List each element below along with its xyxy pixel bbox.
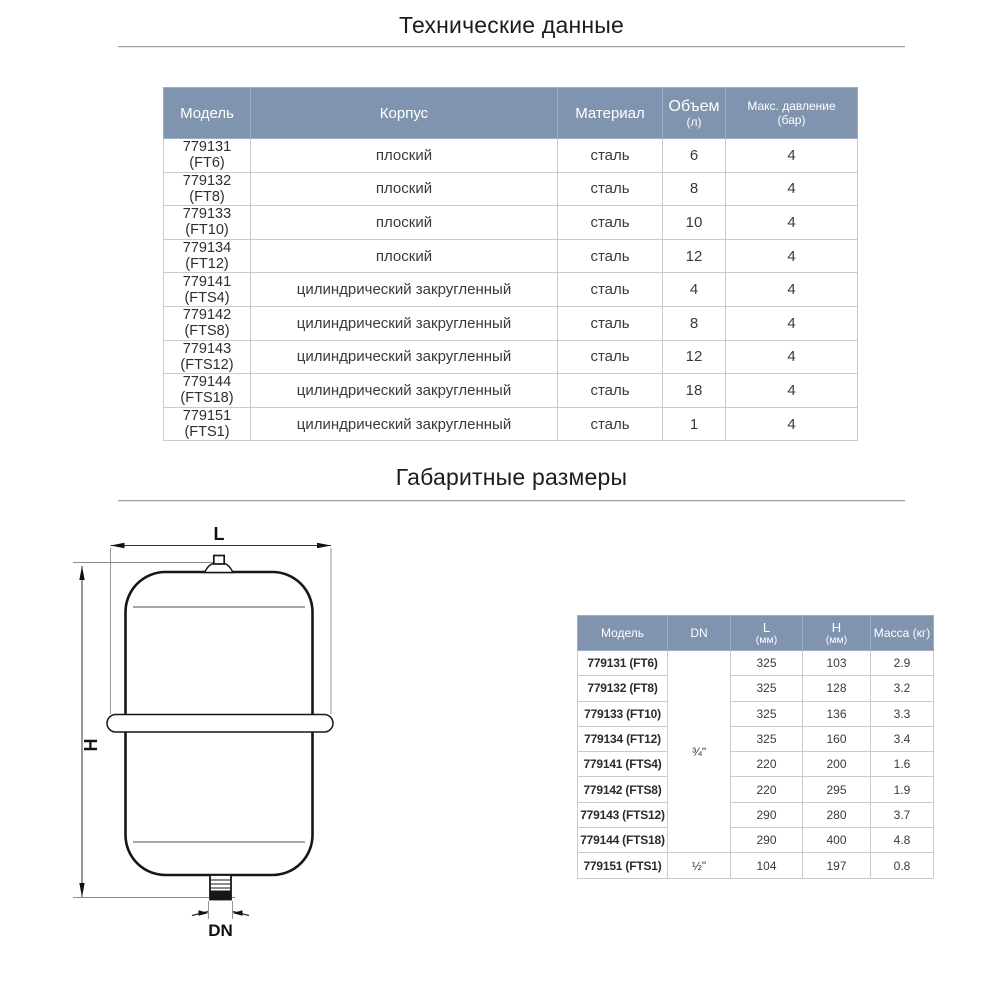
cell-h: 128 — [803, 676, 871, 701]
cell-h: 136 — [803, 701, 871, 726]
cell-l: 325 — [731, 701, 803, 726]
cell-h: 160 — [803, 726, 871, 751]
table-row — [164, 206, 858, 240]
cell-mass: 4.8 — [871, 828, 934, 853]
cell-model: 779142 (FTS8) — [164, 306, 251, 340]
col-header-model: Модель — [578, 616, 668, 651]
cell-volume: 6 — [663, 139, 726, 173]
cell-model: 779131 (FT6) — [578, 651, 668, 676]
cell-h: 200 — [803, 752, 871, 777]
col-header-body: Корпус — [251, 88, 558, 139]
cell-mass: 1.6 — [871, 752, 934, 777]
cell-mass: 3.7 — [871, 802, 934, 827]
cell-model: 779131 (FT6) — [164, 139, 251, 173]
col-header-pressure: Макс. давление (бар) — [726, 88, 858, 139]
cell-model: 779133 (FT10) — [164, 206, 251, 240]
table-row — [164, 340, 858, 374]
tank-body — [107, 556, 333, 900]
table-row — [164, 239, 858, 273]
cell-volume: 4 — [663, 273, 726, 307]
cell-pressure: 4 — [726, 340, 858, 374]
table-row — [164, 139, 858, 173]
cell-body: цилиндрический закругленный — [251, 340, 558, 374]
cell-material: сталь — [558, 239, 663, 273]
cell-model: 779144 (FTS18) — [164, 374, 251, 408]
cell-pressure: 4 — [726, 306, 858, 340]
cell-l: 290 — [731, 802, 803, 827]
cell-pressure: 4 — [726, 139, 858, 173]
col-header-volume: Объем (л) — [663, 88, 726, 139]
cell-material: сталь — [558, 172, 663, 206]
cell-body: цилиндрический закругленный — [251, 374, 558, 408]
cell-h: 280 — [803, 802, 871, 827]
dn-dimension-label: DN — [208, 921, 233, 940]
cell-mass: 1.9 — [871, 777, 934, 802]
table-header-row — [578, 616, 934, 651]
cell-volume: 12 — [663, 239, 726, 273]
dims-section-divider — [118, 500, 905, 501]
cell-body: цилиндрический закругленный — [251, 273, 558, 307]
cell-volume: 18 — [663, 374, 726, 408]
table-row — [578, 726, 934, 751]
cell-material: сталь — [558, 374, 663, 408]
col-header-mass: Масса (кг) — [871, 616, 934, 651]
cell-body: плоский — [251, 172, 558, 206]
table-row — [578, 777, 934, 802]
cell-mass: 3.3 — [871, 701, 934, 726]
cell-pressure: 4 — [726, 407, 858, 441]
cell-model: 779133 (FT10) — [578, 701, 668, 726]
table-row — [578, 802, 934, 827]
cell-l: 104 — [731, 853, 803, 878]
cell-h: 295 — [803, 777, 871, 802]
cell-pressure: 4 — [726, 172, 858, 206]
cell-volume: 8 — [663, 306, 726, 340]
cell-model: 779134 (FT12) — [578, 726, 668, 751]
col-header-model: Модель — [164, 88, 251, 139]
cell-l: 325 — [731, 676, 803, 701]
cell-pressure: 4 — [726, 374, 858, 408]
cell-model: 779132 (FT8) — [578, 676, 668, 701]
cell-body: плоский — [251, 139, 558, 173]
l-dimension-label: L — [213, 524, 225, 544]
cell-volume: 1 — [663, 407, 726, 441]
cell-material: сталь — [558, 306, 663, 340]
cell-body: плоский — [251, 206, 558, 240]
cell-volume: 10 — [663, 206, 726, 240]
cell-h: 103 — [803, 651, 871, 676]
cell-body: плоский — [251, 239, 558, 273]
cell-h: 400 — [803, 828, 871, 853]
cell-model: 779143 (FTS12) — [164, 340, 251, 374]
cell-material: сталь — [558, 273, 663, 307]
cell-l: 220 — [731, 777, 803, 802]
cell-model: 779144 (FTS18) — [578, 828, 668, 853]
cell-pressure: 4 — [726, 239, 858, 273]
cell-dn: ½" — [668, 853, 731, 878]
cell-mass: 3.4 — [871, 726, 934, 751]
cell-model: 779143 (FTS12) — [578, 802, 668, 827]
cell-material: сталь — [558, 340, 663, 374]
cell-body: цилиндрический закругленный — [251, 306, 558, 340]
cell-model: 779151 (FTS1) — [578, 853, 668, 878]
cell-material: сталь — [558, 206, 663, 240]
tech-section-divider — [118, 46, 905, 47]
cell-l: 325 — [731, 726, 803, 751]
dn-dimension — [192, 901, 249, 940]
col-header-h: H (мм) — [803, 616, 871, 651]
table-row — [164, 273, 858, 307]
col-header-dn: DN — [668, 616, 731, 651]
cell-body: цилиндрический закругленный — [251, 407, 558, 441]
table-row — [578, 701, 934, 726]
cell-h: 197 — [803, 853, 871, 878]
cell-model: 779134 (FT12) — [164, 239, 251, 273]
col-header-l: L (мм) — [731, 616, 803, 651]
cell-mass: 0.8 — [871, 853, 934, 878]
cell-mass: 3.2 — [871, 676, 934, 701]
table-row — [164, 407, 858, 441]
bottom-connection — [210, 875, 231, 900]
table-header-row — [164, 88, 858, 139]
cell-volume: 12 — [663, 340, 726, 374]
cell-l: 220 — [731, 752, 803, 777]
table-row — [164, 306, 858, 340]
table-row — [578, 828, 934, 853]
table-row — [164, 172, 858, 206]
cell-volume: 8 — [663, 172, 726, 206]
cell-pressure: 4 — [726, 206, 858, 240]
cell-dn-shared: ¾" — [668, 651, 731, 853]
cell-model: 779142 (FTS8) — [578, 777, 668, 802]
table-row — [578, 853, 934, 878]
mounting-band — [107, 715, 333, 733]
air-valve — [205, 556, 234, 573]
h-dimension-label: H — [81, 738, 101, 752]
cell-model: 779132 (FT8) — [164, 172, 251, 206]
cell-model: 779141 (FTS4) — [164, 273, 251, 307]
tech-data-table — [163, 87, 858, 441]
cell-l: 290 — [731, 828, 803, 853]
cell-material: сталь — [558, 407, 663, 441]
cell-model: 779141 (FTS4) — [578, 752, 668, 777]
dimensions-table — [577, 615, 934, 879]
table-row — [164, 374, 858, 408]
cell-material: сталь — [558, 139, 663, 173]
cell-l: 325 — [731, 651, 803, 676]
cell-pressure: 4 — [726, 273, 858, 307]
cell-mass: 2.9 — [871, 651, 934, 676]
cell-model: 779151 (FTS1) — [164, 407, 251, 441]
tech-section-title: Технические данные — [399, 12, 624, 38]
col-header-material: Материал — [558, 88, 663, 139]
table-row — [578, 676, 934, 701]
tank-drawing — [55, 505, 405, 965]
dims-section-title: Габаритные размеры — [395, 464, 628, 490]
table-row — [578, 752, 934, 777]
table-row — [578, 651, 934, 676]
